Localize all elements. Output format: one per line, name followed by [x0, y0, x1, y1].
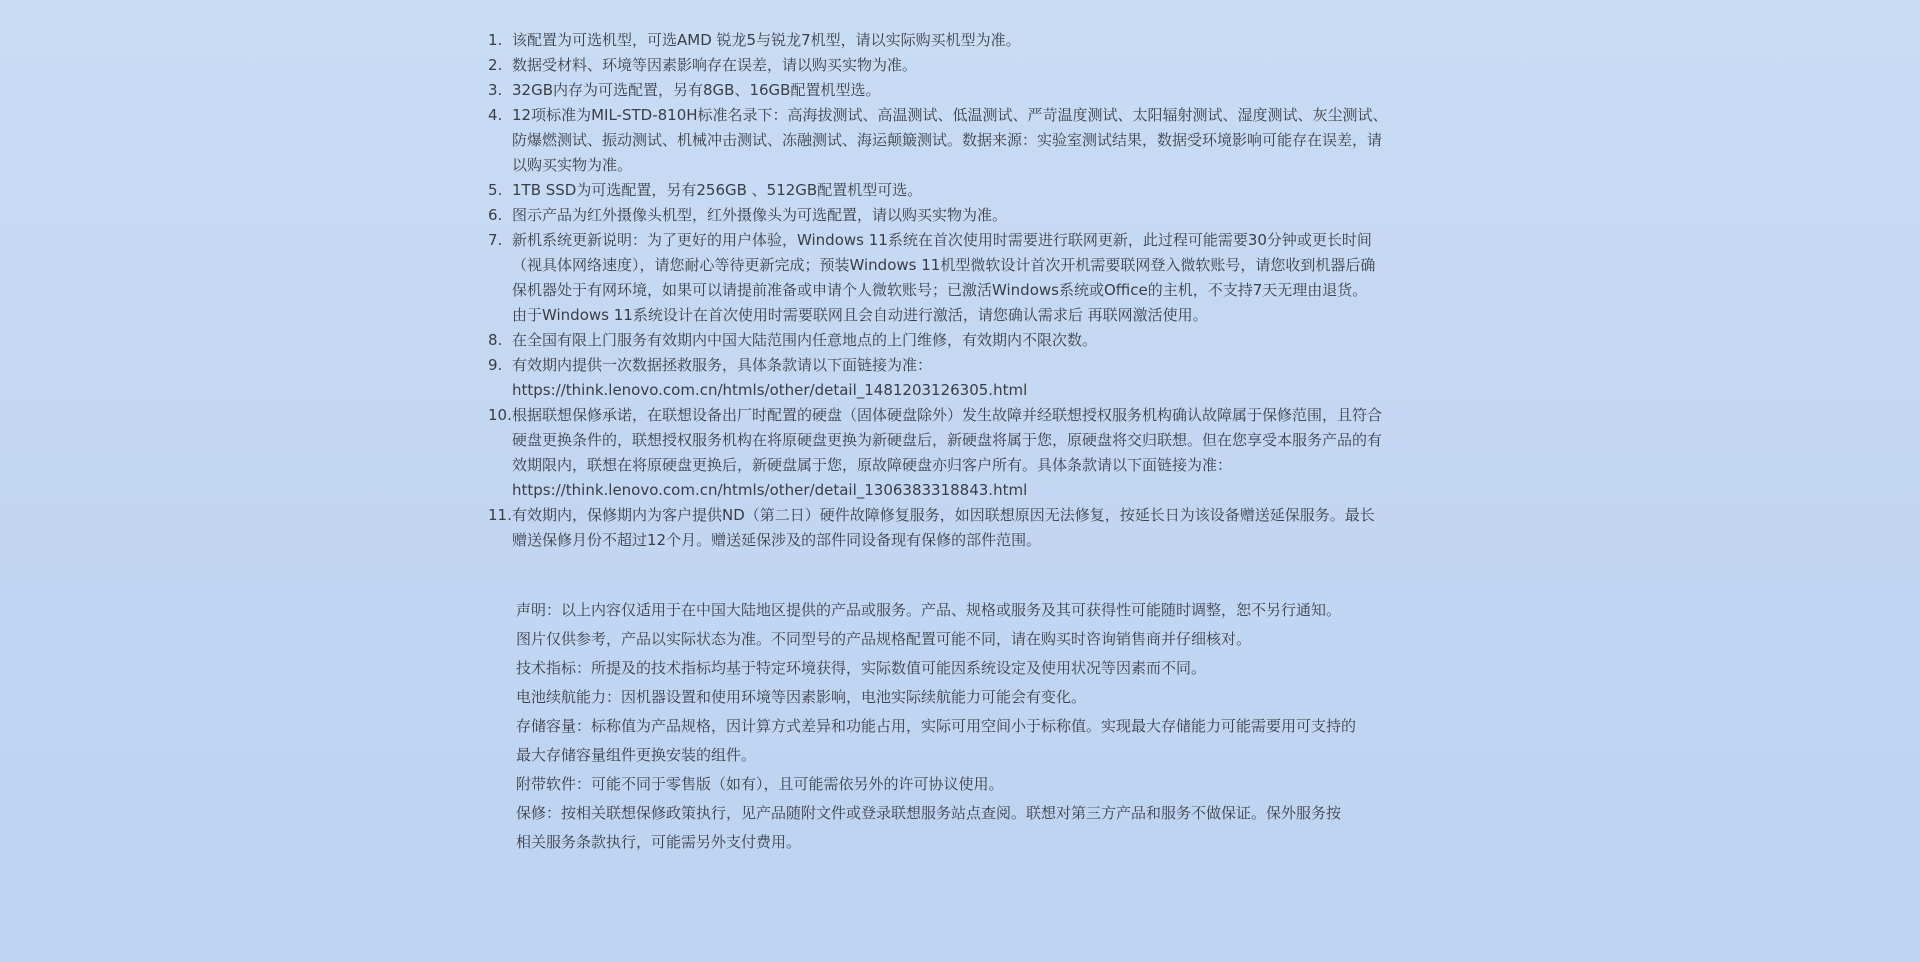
disclaimer-line: 声明：以上内容仅适用于在中国大陆地区提供的产品或服务。产品、规格或服务及其可获得性可能随时调整，恕不另行通知。: [516, 601, 1342, 619]
footnote-text: [512, 353, 1448, 403]
footnote-text: [512, 203, 1448, 228]
disclaimer-line: 附带软件：可能不同于零售版（如有），且可能需依另外的许可协议使用。: [516, 775, 1004, 793]
footnote-line: 1TB SSD为可选配置，另有256GB 、512GB配置机型可选。: [512, 181, 923, 199]
footnote-text: [512, 28, 1448, 53]
footnote-number: 7.: [488, 231, 503, 249]
footnote-item: [488, 53, 1448, 78]
footnote-line: 保机器处于有网环境，如果可以请提前准备或申请个人微软账号；已激活Windows系统或Office的主机，不支持7天无理由退货。: [512, 281, 1368, 299]
footnote-text: [512, 228, 1448, 328]
footnote-line: 32GB内存为可选配置，另有8GB、16GB配置机型选。: [512, 81, 881, 99]
footnote-text: [512, 53, 1448, 78]
footnote-item: [488, 178, 1448, 203]
footnote-line: 12项标准为MIL-STD-810H标准名录下：高海拔测试、高温测试、低温测试、严苛温度测试、太阳辐射测试、湿度测试、灰尘测试、: [512, 106, 1388, 124]
footnote-line: 以购买实物为准。: [512, 156, 633, 174]
footnote-item: [488, 28, 1448, 53]
footnote-line: 在全国有限上门服务有效期内中国大陆范围内任意地点的上门维修，有效期内不限次数。: [512, 331, 1098, 349]
footnote-line: 由于Windows 11系统设计在首次使用时需要联网且会自动进行激活，请您确认需求后 再联网激活使用。: [512, 306, 1208, 324]
footnote-line: （视具体网络速度），请您耐心等待更新完成；预装Windows 11机型微软设计首次开机需要联网登入微软账号，请您收到机器后确: [512, 256, 1376, 274]
footnote-number: 8.: [488, 331, 503, 349]
footnote-link[interactable]: https://think.lenovo.com.cn/htmls/other/detail_1306383318843.html: [512, 481, 1028, 499]
footnote-text: [512, 403, 1448, 503]
footnote-line: 新机系统更新说明：为了更好的用户体验，Windows 11系统在首次使用时需要进行联网更新，此过程可能需要30分钟或更长时间: [512, 231, 1372, 249]
disclaimer-line: 技术指标：所提及的技术指标均基于特定环境获得，实际数值可能因系统设定及使用状况等因素而不同。: [516, 659, 1207, 677]
footnote-number: 10.: [488, 406, 512, 424]
footnote-item: [488, 353, 1448, 403]
footnote-text: [512, 503, 1448, 553]
footnote-number: 1.: [488, 31, 503, 49]
disclaimer-line: 保修：按相关联想保修政策执行，见产品随附文件或登录联想服务站点查阅。联想对第三方产品和服务不做保证。保外服务按: [516, 804, 1342, 822]
footnote-number: 3.: [488, 81, 503, 99]
footnote-item: [488, 403, 1448, 503]
footnote-number: 11.: [488, 506, 512, 524]
footnote-text: [512, 328, 1448, 353]
footnote-line: 赠送保修月份不超过12个月。赠送延保涉及的部件同设备现有保修的部件范围。: [512, 531, 1042, 549]
footnote-item: [488, 78, 1448, 103]
footnote-line: 防爆燃测试、振动测试、机械冲击测试、冻融测试、海运颠簸测试。数据来源：实验室测试结果，数据受环境影响可能存在误差，请: [512, 131, 1383, 149]
footnote-item: [488, 328, 1448, 353]
footnote-item: [488, 203, 1448, 228]
footnote-line: 硬盘更换条件的，联想授权服务机构在将原硬盘更换为新硬盘后，新硬盘将属于您，原硬盘将交归联想。但在您享受本服务产品的有: [512, 431, 1383, 449]
footnote-link[interactable]: https://think.lenovo.com.cn/htmls/other/detail_1481203126305.html: [512, 381, 1028, 399]
footnote-item: [488, 103, 1448, 178]
disclaimer-line: 相关服务条款执行，可能需另外支付费用。: [516, 833, 802, 851]
disclaimer-line: 图片仅供参考，产品以实际状态为准。不同型号的产品规格配置可能不同，请在购买时咨询销售商并仔细核对。: [516, 630, 1252, 648]
footnote-line: 数据受材料、环境等因素影响存在误差，请以购买实物为准。: [512, 56, 918, 74]
footnote-list: [488, 28, 1448, 553]
footnote-text: [512, 103, 1448, 178]
disclaimer-list: [516, 596, 1436, 857]
footnote-number: 6.: [488, 206, 503, 224]
footnote-text: [512, 78, 1448, 103]
footnote-line: 有效期内提供一次数据拯救服务，具体条款请以下面链接为准：: [512, 356, 933, 374]
footnote-line: 该配置为可选机型，可选AMD 锐龙5与锐龙7机型，请以实际购买机型为准。: [512, 31, 1021, 49]
footnote-line: 效期限内，联想在将原硬盘更换后，新硬盘属于您，原故障硬盘亦归客户所有。具体条款请以下面链接为准：: [512, 456, 1233, 474]
footnote-number: 5.: [488, 181, 503, 199]
disclaimer-line: 最大存储容量组件更换安装的组件。: [516, 746, 757, 764]
footnote-item: [488, 503, 1448, 553]
footnote-text: [512, 178, 1448, 203]
footnote-number: 2.: [488, 56, 503, 74]
footnote-number: 4.: [488, 106, 503, 124]
footnote-line: 图示产品为红外摄像头机型，红外摄像头为可选配置，请以购买实物为准。: [512, 206, 1008, 224]
footnote-item: [488, 228, 1448, 328]
disclaimer-line: 电池续航能力：因机器设置和使用环境等因素影响，电池实际续航能力可能会有变化。: [516, 688, 1087, 706]
footnote-line: 有效期内，保修期内为客户提供ND（第二日）硬件故障修复服务，如因联想原因无法修复，按延长日为该设备赠送延保服务。最长: [512, 506, 1375, 524]
footnote-line: 根据联想保修承诺，在联想设备出厂时配置的硬盘（固体硬盘除外）发生故障并经联想授权服务机构确认故障属于保修范围，且符合: [512, 406, 1383, 424]
disclaimer-line: 存储容量：标称值为产品规格，因计算方式差异和功能占用，实际可用空间小于标称值。实现最大存储能力可能需要用可支持的: [516, 717, 1357, 735]
footnote-number: 9.: [488, 356, 503, 374]
